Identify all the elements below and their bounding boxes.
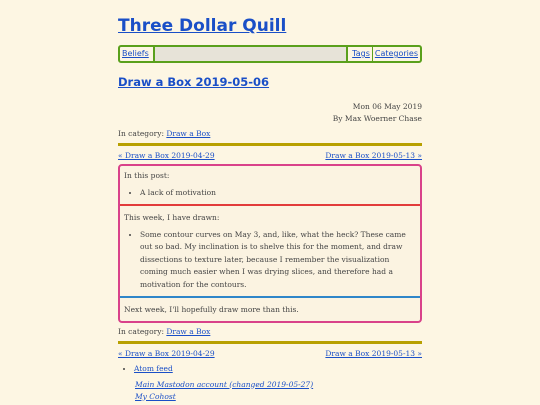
drawn-item: • Some contour curves on May 3, and, like, what the heck? These came out so bad. My inclination is to shelve this for the moment, and draw dissections to texture later, because I remember the visualization coming much easier when I was drying slices, and therefore had a motivation for the contours.: [140, 229, 416, 292]
nav-spacer: [153, 47, 348, 61]
category-link[interactable]: Draw a Box: [166, 326, 211, 336]
nav-categories-link[interactable]: Categories: [374, 49, 418, 58]
post-intro: This week, I have drawn:: [124, 213, 220, 222]
nav-beliefs-link[interactable]: Beliefs: [122, 49, 149, 58]
site-title-link[interactable]: Three Dollar Quill: [118, 16, 287, 36]
nav-bar: [118, 45, 422, 63]
post-category-bottom: [118, 326, 422, 337]
category-prefix: In category:: [118, 129, 164, 138]
post-title-link[interactable]: Draw a Box 2019-05-06: [118, 75, 270, 89]
social-links: [118, 379, 422, 403]
post-content-box: [118, 164, 422, 323]
page: [118, 0, 422, 403]
post-pager-top: [118, 150, 422, 161]
section-divider-blue: [120, 296, 420, 298]
post-date: Mon 06 May 2019: [352, 102, 422, 111]
post-category: [118, 128, 422, 139]
divider: [118, 143, 422, 146]
post-pager-bottom: [118, 348, 422, 359]
nav-tags-link[interactable]: Tags: [352, 49, 370, 58]
post-author: By Max Woerner Chase: [332, 114, 422, 123]
category-link[interactable]: Draw a Box: [166, 129, 211, 138]
drawn-list: [124, 229, 416, 292]
post-closing: Next week, I'll hopefully draw more than this.: [124, 305, 299, 314]
mastodon-link[interactable]: Main Mastodon account (changed 2019-05-27): [135, 379, 314, 389]
post-meta: [118, 101, 422, 125]
next-post-link[interactable]: Draw a Box 2019-05-13 »: [325, 151, 422, 160]
toc-list: [124, 187, 416, 200]
feed-list: [118, 363, 422, 375]
prev-post-link[interactable]: « Draw a Box 2019-04-29: [118, 348, 215, 358]
cohost-link[interactable]: My Cohost: [135, 391, 176, 401]
feed-item: [134, 363, 422, 375]
toc-heading: In this post:: [124, 171, 170, 180]
toc-item: • A lack of motivation: [140, 187, 416, 200]
category-prefix: In category:: [118, 326, 164, 336]
atom-feed-link[interactable]: Atom feed: [134, 363, 173, 373]
divider: [118, 341, 422, 344]
next-post-link[interactable]: Draw a Box 2019-05-13 »: [325, 348, 422, 358]
prev-post-link[interactable]: « Draw a Box 2019-04-29: [118, 151, 215, 160]
section-divider-red: [120, 204, 420, 206]
